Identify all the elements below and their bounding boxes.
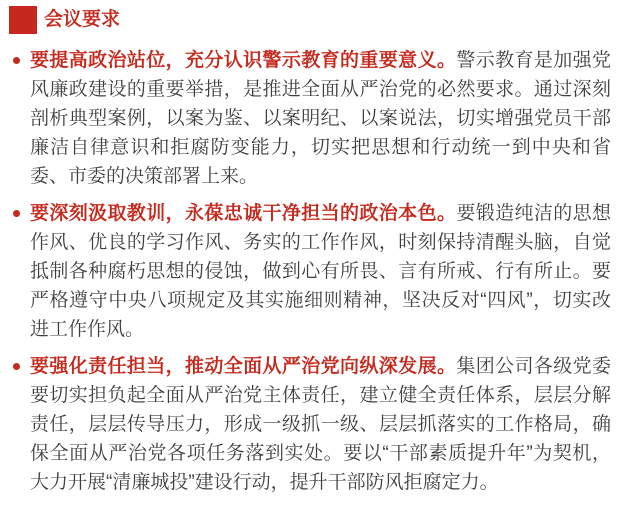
requirement-item-3 — [30, 352, 611, 497]
requirement-item-1 — [30, 46, 611, 191]
requirements-list — [30, 46, 611, 497]
requirement-lead: 要强化责任担当，推动全面从严治党向纵深发展。 — [30, 356, 457, 377]
title-accent-square-icon — [9, 6, 37, 34]
section-title: 会议要求 — [44, 9, 121, 30]
bullet-dot-icon — [13, 210, 20, 217]
bullet-dot-icon — [13, 363, 20, 370]
requirement-lead: 要深刻汲取教训，永葆忠诚干净担当的政治本色。 — [30, 203, 457, 224]
section-header — [9, 6, 625, 34]
bullet-dot-icon — [13, 57, 20, 64]
requirement-body: 要锻造纯洁的思想作风、优良的学习作风、务实的工作作风，时刻保持清醒头脑，自觉抵制各种腐朽思想的侵蚀，做到心有所畏、言有所戒、行有所止。要严格遵守中央八项规定及其实施细则精神，坚决反对“四风”，切实改进工作作风。 — [30, 203, 611, 340]
requirement-lead: 要提高政治站位，充分认识警示教育的重要意义。 — [30, 50, 457, 71]
requirement-item-2 — [30, 199, 611, 344]
requirement-body: 集团公司各级党委要切实担负起全面从严治党主体责任，建立健全责任体系，层层分解责任，层层传导压力，形成一级抓一级、层层抓落实的工作格局，确保全面从严治党各项任务落到实处。要以“干部素质提升年”为契机，大力开展“清廉城投”建设行动，提升干部防风拒腐定力。 — [30, 356, 611, 493]
requirement-body: 警示教育是加强党风廉政建设的重要举措，是推进全面从严治党的必然要求。通过深刻剖析典型案例，以案为鉴、以案明纪、以案说法，切实增强党员干部廉洁自律意识和拒腐防变能力，切实把思想和行动统一到中央和省委、市委的决策部署上来。 — [30, 50, 611, 187]
